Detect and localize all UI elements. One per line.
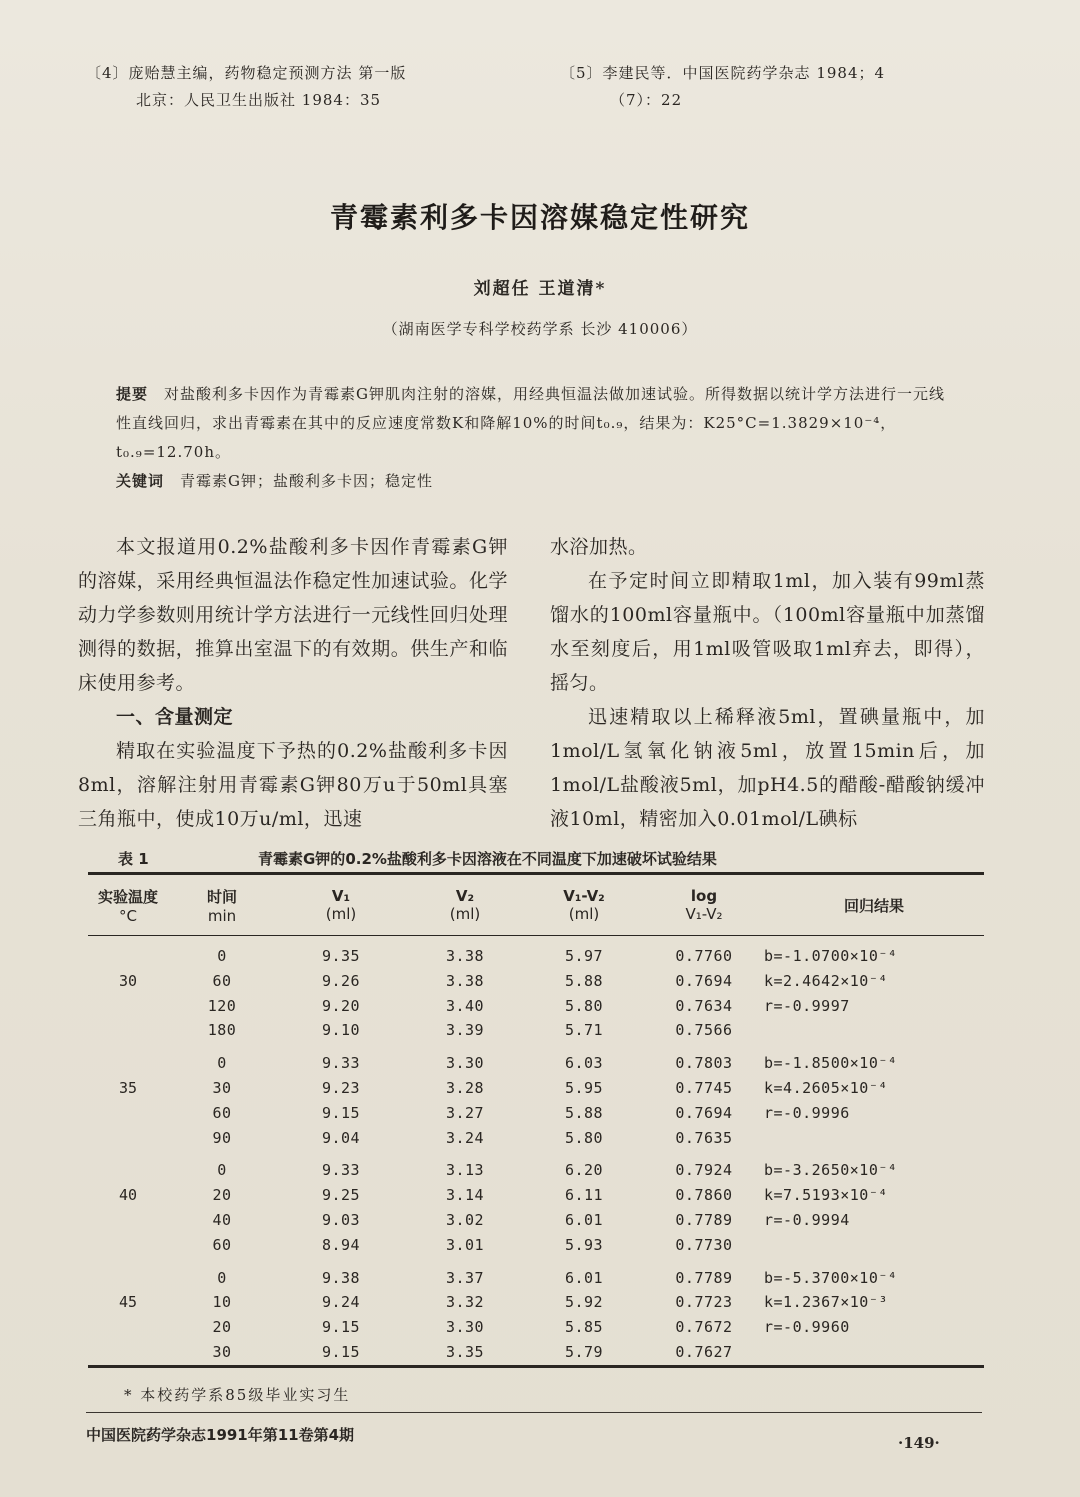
- cell-log: 0.7694: [675, 1103, 733, 1122]
- table-row: [88, 1290, 984, 1315]
- body-column-left: [78, 530, 508, 836]
- cell-reg: k=7.5193×10⁻⁴: [764, 1186, 888, 1205]
- reference-4-line2: 北京：人民卫生出版社 1984：35: [136, 91, 382, 109]
- table-row: [88, 1315, 984, 1340]
- assay-paragraph: 精取在实验温度下予热的0.2%盐酸利多卡因8ml，溶解注射用青霉素G钾80万u于50ml具塞三角瓶中，使成10万u/ml，迅速: [78, 740, 508, 830]
- cell-log: 0.7634: [675, 996, 733, 1015]
- table-row: [88, 994, 984, 1019]
- cell-t: 10: [212, 1293, 232, 1312]
- table-group-35: [88, 1051, 984, 1150]
- journal-citation: 中国医院药学杂志1991年第11卷第4期: [86, 1426, 355, 1444]
- cell-log: 0.7789: [675, 1210, 733, 1229]
- cell-v1: 9.20: [321, 996, 361, 1015]
- cell-spacer: [88, 1233, 168, 1258]
- cell-reg: b=-1.0700×10⁻⁴: [764, 947, 898, 965]
- cell-d: 6.01: [564, 1210, 604, 1229]
- header-regression: 回归结果: [843, 896, 904, 915]
- cell-d: 5.80: [564, 1128, 604, 1147]
- reference-5-line1: 〔5〕李建民等．中国医院药学杂志 1984；4: [560, 64, 886, 82]
- cell-d: 5.88: [564, 1103, 604, 1122]
- cell-reg: b=-1.8500×10⁻⁴: [764, 1054, 898, 1073]
- header-v2: V₂ (ml): [449, 887, 481, 923]
- cell-spacer: [88, 1208, 168, 1233]
- cell-t: 0: [217, 1161, 227, 1180]
- author-footnote: * 本校药学系85级毕业实习生: [124, 1386, 351, 1404]
- cell-d: 5.80: [564, 996, 604, 1015]
- cell-log: 0.7635: [675, 1128, 733, 1147]
- cell-v2: 3.40: [445, 996, 485, 1015]
- results-table: [88, 872, 984, 1368]
- table-row: [88, 1233, 984, 1258]
- table-row: [88, 1018, 984, 1043]
- abstract-block: [116, 380, 956, 496]
- right-paragraph-3: 迅速精取以上稀释液5ml，置碘量瓶中，加1mol/L氢氧化钠液5ml，放置15min后，加1mol/L盐酸液5ml，加pH4.5的醋酸-醋酸钠缓冲液10ml，精密加入0.01mol/L碘标: [550, 706, 985, 830]
- cell-reg: [764, 1233, 984, 1258]
- cell-d: 6.11: [564, 1186, 604, 1205]
- cell-reg: [764, 1126, 984, 1151]
- cell-d: 6.03: [564, 1054, 604, 1073]
- body-column-right: [550, 530, 985, 836]
- cell-v2: 3.24: [445, 1128, 485, 1147]
- cell-spacer: [88, 994, 168, 1019]
- article-authors: 刘超任 王道清*: [473, 279, 607, 299]
- table-group-45: [88, 1266, 984, 1365]
- table-row: [88, 1051, 984, 1076]
- cell-reg: k=2.4642×10⁻⁴: [764, 971, 888, 990]
- cell-v1: 9.26: [321, 971, 361, 990]
- abstract-text: [116, 380, 956, 467]
- cell-v1: 9.10: [321, 1021, 361, 1040]
- header-log: log V₁-V₂: [685, 887, 723, 923]
- table-title: 青霉素G钾的0.2%盐酸利多卡因溶液在不同温度下加速破坏试验结果: [258, 850, 717, 868]
- cell-reg: [764, 1340, 984, 1365]
- cell-d: 5.88: [564, 971, 604, 990]
- cell-log: 0.7566: [675, 1021, 733, 1040]
- cell-spacer: [88, 1340, 168, 1365]
- reference-5-line2: （7）：22: [610, 91, 683, 109]
- cell-v2: 3.28: [445, 1078, 485, 1097]
- cell-spacer: [88, 1158, 168, 1183]
- group-temperature: 40: [118, 1186, 138, 1205]
- cell-v1: 9.15: [321, 1318, 361, 1337]
- cell-d: 5.92: [564, 1293, 604, 1312]
- cell-v2: 3.02: [445, 1210, 485, 1229]
- table-row: [88, 1126, 984, 1151]
- table-row: [88, 1340, 984, 1365]
- header-time: 时间 min: [206, 887, 237, 925]
- table-group-30: [88, 944, 984, 1043]
- cell-t: 90: [212, 1128, 232, 1147]
- keywords-text: 青霉素G钾；盐酸利多卡因；稳定性: [180, 472, 433, 490]
- cell-v2: 3.27: [445, 1103, 485, 1122]
- cell-v2: 3.38: [445, 947, 485, 965]
- cell-d: 6.20: [564, 1161, 604, 1180]
- reference-4-line1: 〔4〕庞贻慧主编，药物稳定预测方法 第一版: [86, 64, 407, 82]
- cell-v1: 9.03: [321, 1210, 361, 1229]
- cell-v2: 3.30: [445, 1054, 485, 1073]
- cell-spacer: [88, 1315, 168, 1340]
- cell-spacer: [88, 1051, 168, 1076]
- intro-paragraph: 本文报道用0.2%盐酸利多卡因作青霉素G钾的溶媒，采用经典恒温法作稳定性加速试验。化学动力学参数则用统计学方法进行一元线性回归处理测得的数据，推算出室温下的有效期。供生产和临床使用参考。: [78, 536, 508, 694]
- cell-t: 0: [217, 1268, 227, 1287]
- right-paragraph-2: 在予定时间立即精取1ml，加入装有99ml蒸馏水的100ml容量瓶中。（100ml容量瓶中加蒸馏水至刻度后，用1ml吸管吸取1ml弃去，即得），摇匀。: [550, 570, 985, 694]
- cell-v1: 9.23: [321, 1078, 361, 1097]
- cell-v2: 3.38: [445, 971, 485, 990]
- cell-v1: 9.04: [321, 1128, 361, 1147]
- cell-v1: 9.35: [321, 947, 361, 965]
- cell-log: 0.7694: [675, 971, 733, 990]
- cell-d: 5.93: [564, 1235, 604, 1254]
- cell-v2: 3.14: [445, 1186, 485, 1205]
- cell-t: 60: [212, 1103, 232, 1122]
- cell-v1: 9.24: [321, 1293, 361, 1312]
- cell-reg: [764, 1018, 984, 1043]
- table-header-row: [88, 875, 984, 936]
- footer-divider: [86, 1412, 982, 1413]
- keywords-line: [116, 467, 956, 496]
- section-heading-content-assay: 一、含量测定: [116, 706, 234, 728]
- table-body: [88, 944, 984, 1365]
- cell-reg: r=-0.9997: [764, 996, 850, 1015]
- cell-v1: 9.15: [321, 1342, 361, 1361]
- cell-spacer: [88, 1101, 168, 1126]
- cell-log: 0.7723: [675, 1293, 733, 1312]
- cell-v2: 3.39: [445, 1021, 485, 1040]
- cell-t: 40: [212, 1210, 232, 1229]
- cell-reg: r=-0.9996: [764, 1103, 850, 1122]
- cell-log: 0.7672: [675, 1318, 733, 1337]
- cell-v1: 8.94: [321, 1235, 361, 1254]
- cell-reg: b=-5.3700×10⁻⁴: [764, 1268, 898, 1287]
- cell-v2: 3.35: [445, 1342, 485, 1361]
- cell-v2: 3.01: [445, 1235, 485, 1254]
- reference-5: [560, 60, 1020, 114]
- table-row: [88, 969, 984, 994]
- cell-d: 5.97: [564, 947, 604, 965]
- table-caption: [118, 848, 1018, 869]
- table-row: [88, 944, 984, 969]
- reference-4: [86, 60, 526, 114]
- cell-t: 0: [217, 1054, 227, 1073]
- table-row: [88, 1266, 984, 1291]
- cell-t: 120: [207, 996, 237, 1015]
- cell-t: 0: [217, 947, 227, 965]
- keywords-label: 关键词: [116, 472, 165, 490]
- right-paragraph-1: 水浴加热。: [550, 536, 648, 558]
- table-row: [88, 1183, 984, 1208]
- cell-log: 0.7860: [675, 1186, 733, 1205]
- table-row: [88, 1076, 984, 1101]
- abstract-label: 提要: [116, 385, 149, 403]
- table-row: [88, 1208, 984, 1233]
- cell-reg: r=-0.9994: [764, 1210, 850, 1229]
- group-temperature: 35: [118, 1078, 138, 1097]
- table-row: [88, 1101, 984, 1126]
- cell-spacer: [88, 944, 168, 969]
- article-affiliation: （湖南医学专科学校药学系 长沙 410006）: [382, 320, 698, 338]
- cell-t: 30: [212, 1342, 232, 1361]
- page-number: ·149·: [898, 1434, 940, 1452]
- cell-spacer: [88, 1266, 168, 1291]
- header-temp: 实验温度 °C: [97, 887, 158, 925]
- cell-t: 60: [212, 971, 232, 990]
- cell-t: 30: [212, 1078, 232, 1097]
- cell-v1: 9.33: [321, 1054, 361, 1073]
- cell-t: 20: [212, 1186, 232, 1205]
- cell-v2: 3.13: [445, 1161, 485, 1180]
- cell-log: 0.7924: [675, 1161, 733, 1180]
- cell-t: 180: [207, 1021, 237, 1040]
- cell-v1: 9.38: [321, 1268, 361, 1287]
- group-temperature: 30: [118, 971, 138, 990]
- cell-spacer: [88, 1018, 168, 1043]
- cell-v1: 9.25: [321, 1186, 361, 1205]
- table-row: [88, 1158, 984, 1183]
- cell-log: 0.7803: [675, 1054, 733, 1073]
- cell-log: 0.7789: [675, 1268, 733, 1287]
- cell-d: 5.79: [564, 1342, 604, 1361]
- table-group-40: [88, 1158, 984, 1257]
- cell-log: 0.7627: [675, 1342, 733, 1361]
- cell-reg: k=4.2605×10⁻⁴: [764, 1078, 888, 1097]
- cell-t: 60: [212, 1235, 232, 1254]
- cell-v1: 9.15: [321, 1103, 361, 1122]
- cell-d: 5.95: [564, 1078, 604, 1097]
- group-temperature: 45: [118, 1293, 138, 1312]
- article-title: 青霉素利多卡因溶媒稳定性研究: [329, 201, 750, 234]
- cell-d: 5.85: [564, 1318, 604, 1337]
- cell-reg: k=1.2367×10⁻³: [764, 1293, 888, 1312]
- cell-v2: 3.37: [445, 1268, 485, 1287]
- cell-spacer: [88, 1126, 168, 1151]
- cell-reg: r=-0.9960: [764, 1318, 850, 1337]
- table-number: 表 1: [118, 850, 149, 868]
- header-diff: V₁-V₂ (ml): [563, 887, 605, 923]
- cell-t: 20: [212, 1318, 232, 1337]
- cell-log: 0.7760: [675, 947, 733, 965]
- cell-reg: b=-3.2650×10⁻⁴: [764, 1161, 898, 1180]
- cell-log: 0.7730: [675, 1235, 733, 1254]
- cell-d: 6.01: [564, 1268, 604, 1287]
- abstract-body: 对盐酸利多卡因作为青霉素G钾肌肉注射的溶媒，用经典恒温法做加速试验。所得数据以统计学方法进行一元线性直线回归，求出青霉素在其中的反应速度常数K和降解10%的时间t₀.₉，结果为：K25°C=1.3829×10⁻⁴，t₀.₉=12.70h。: [116, 385, 946, 461]
- cell-v1: 9.33: [321, 1161, 361, 1180]
- cell-v2: 3.32: [445, 1293, 485, 1312]
- cell-log: 0.7745: [675, 1078, 733, 1097]
- header-v1: V₁ (ml): [325, 887, 357, 923]
- cell-v2: 3.30: [445, 1318, 485, 1337]
- cell-d: 5.71: [564, 1021, 604, 1040]
